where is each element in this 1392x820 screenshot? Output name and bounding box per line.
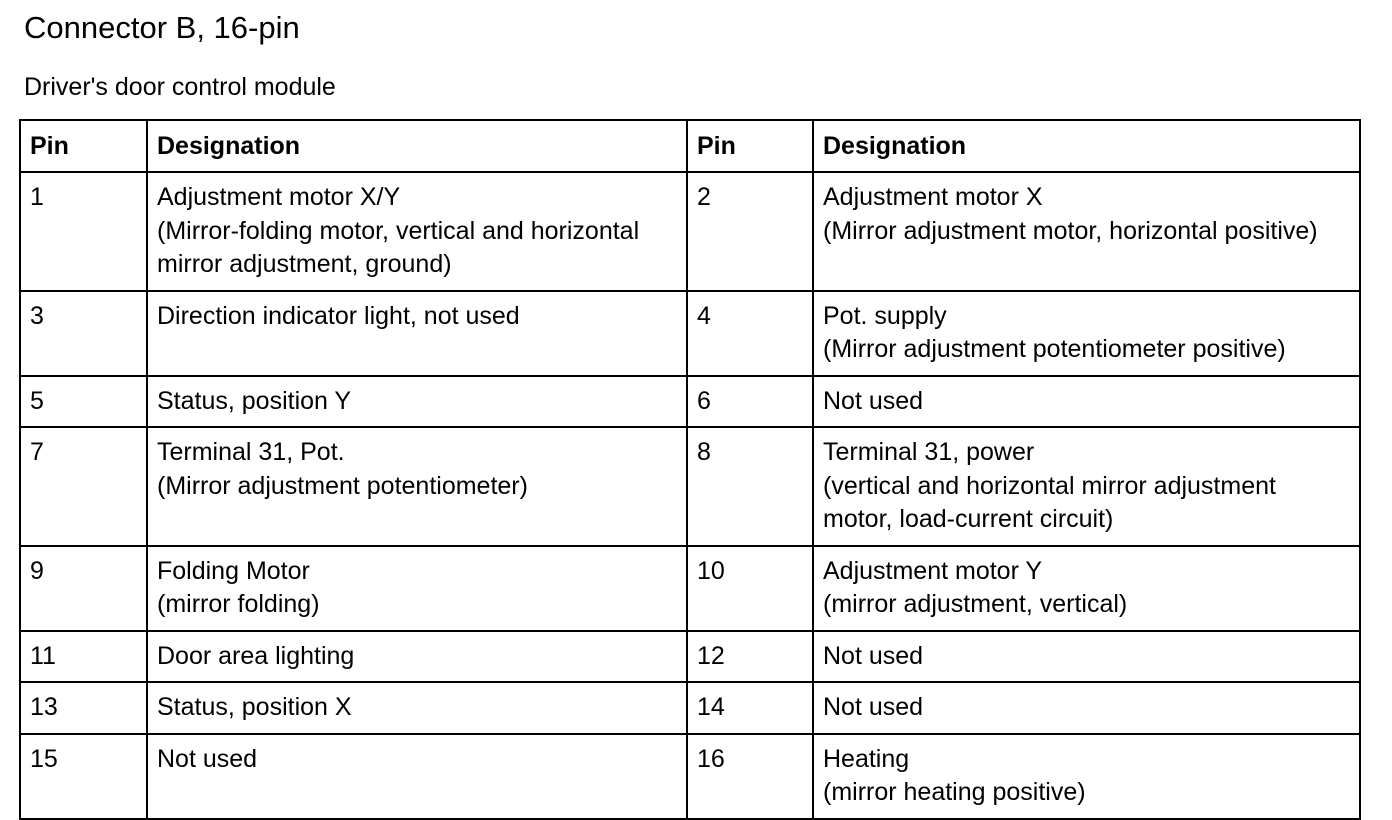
designation-line: (Mirror adjustment potentiometer) [157, 471, 528, 500]
pin-number: 7 [20, 427, 147, 546]
pin-number: 15 [20, 734, 147, 819]
designation-line: (mirror adjustment, vertical) [823, 590, 1128, 618]
designation-line: Terminal 31, Pot. [157, 438, 345, 466]
designation-line: (mirror folding) [157, 590, 320, 618]
table-row [20, 172, 1360, 291]
designation-line: Not used [823, 693, 924, 721]
pin-designation [147, 291, 687, 376]
designation-line: Not used [823, 641, 924, 670]
pin-designation [813, 427, 1360, 546]
designation-line: Not used [157, 744, 258, 773]
header-designation-right: Designation [813, 120, 1360, 172]
pin-designation [147, 546, 687, 631]
designation-line: Status, position X [157, 693, 352, 721]
designation-line: mirror adjustment, ground) [157, 250, 452, 278]
document-title: Connector B, 16-pin [24, 10, 300, 45]
pin-designation [813, 172, 1360, 291]
designation-line: (vertical and horizontal mirror adjustment [823, 471, 1276, 500]
pin-number: 14 [687, 682, 813, 734]
table-row [20, 546, 1360, 631]
pin-number: 5 [20, 376, 147, 428]
designation-line: Adjustment motor X [823, 183, 1043, 211]
designation-line: (Mirror adjustment potentiometer positive) [823, 335, 1286, 363]
pin-number: 1 [20, 172, 147, 291]
pin-number: 3 [20, 291, 147, 376]
table-row [20, 376, 1360, 428]
table-row [20, 682, 1360, 734]
pin-designation [813, 376, 1360, 428]
pin-assignment-table [19, 119, 1361, 820]
table-row [20, 631, 1360, 683]
designation-line: Terminal 31, power [823, 438, 1035, 466]
pin-designation [813, 682, 1360, 734]
designation-line: (Mirror adjustment motor, horizontal positive) [823, 216, 1318, 245]
designation-line: Not used [823, 386, 924, 415]
pin-designation [813, 291, 1360, 376]
pin-designation [147, 682, 687, 734]
designation-line: Adjustment motor Y [823, 556, 1043, 585]
designation-line: Door area lighting [157, 641, 355, 670]
pin-number: 11 [20, 631, 147, 683]
pin-number: 10 [687, 546, 813, 631]
pin-designation [147, 631, 687, 683]
pin-number: 16 [687, 734, 813, 819]
designation-line: Folding Motor [157, 556, 310, 585]
header-designation-left: Designation [147, 120, 687, 172]
designation-line: Status, position Y [157, 386, 352, 415]
pin-number: 9 [20, 546, 147, 631]
header-pin-left: Pin [20, 120, 147, 172]
table-row [20, 291, 1360, 376]
pin-designation [813, 631, 1360, 683]
pin-designation [813, 546, 1360, 631]
designation-line: (Mirror-folding motor, vertical and horizontal [157, 216, 640, 245]
pin-number: 4 [687, 291, 813, 376]
pin-designation [147, 376, 687, 428]
pin-number: 6 [687, 376, 813, 428]
designation-line: Pot. supply [823, 301, 947, 330]
designation-line: Direction indicator light, not used [157, 301, 520, 330]
pin-designation [147, 172, 687, 291]
table-header-row [20, 120, 1360, 172]
table-row [20, 427, 1360, 546]
designation-line: (mirror heating positive) [823, 778, 1086, 806]
designation-line: motor, load-current circuit) [823, 505, 1114, 533]
designation-line: Heating [823, 744, 910, 773]
document-subtitle: Driver's door control module [24, 73, 336, 101]
header-pin-right: Pin [687, 120, 813, 172]
pin-number: 8 [687, 427, 813, 546]
pin-number: 2 [687, 172, 813, 291]
designation-line: Adjustment motor X/Y [157, 183, 401, 211]
pin-number: 13 [20, 682, 147, 734]
pin-number: 12 [687, 631, 813, 683]
pin-designation [147, 427, 687, 546]
